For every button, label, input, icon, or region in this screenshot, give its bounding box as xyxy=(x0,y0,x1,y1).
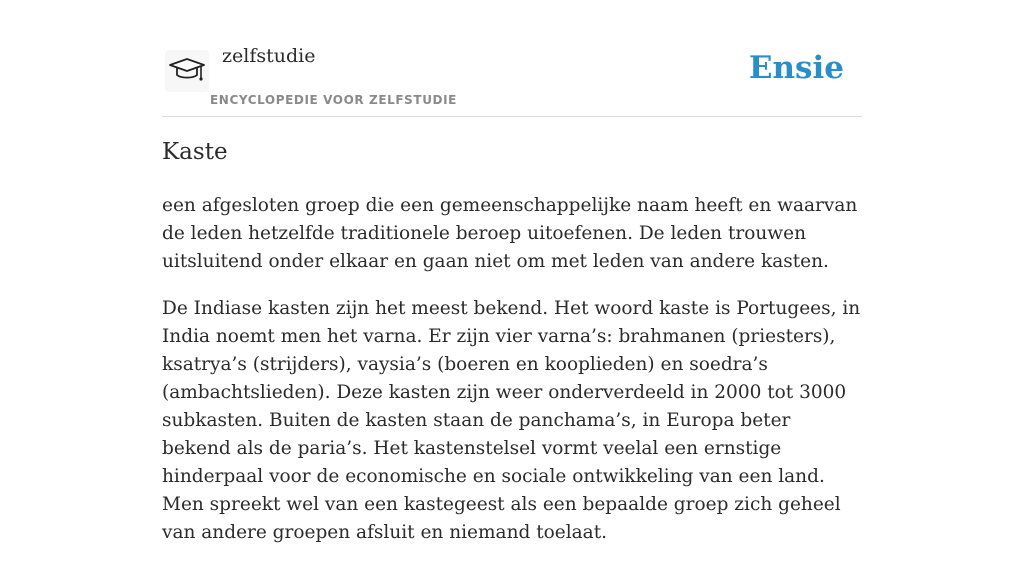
page-title: Kaste xyxy=(162,139,228,165)
article-paragraph: een afgesloten groep die een gemeenschappelijke naam heeft en waarvan de leden hetzelfde traditionele beroep uitoefenen. De leden trouwen uitsluitend onder elkaar en gaan niet om met leden van andere kasten. xyxy=(162,195,858,272)
article-body xyxy=(162,192,862,566)
site-logo[interactable] xyxy=(165,50,209,92)
site-tagline: ENCYCLOPEDIE VOOR ZELFSTUDIE xyxy=(210,93,457,107)
site-header xyxy=(162,0,862,117)
brand-logo[interactable]: Ensie xyxy=(748,50,844,86)
article-paragraph: De Indiase kasten zijn het meest bekend. Het woord kaste is Portugees, in India noemt men het varna. Er zijn vier varna’s: brahmanen (priesters), ksatrya’s (strijders), vaysia’s (boeren en kooplieden) en soedra’s (ambachtslieden). Deze kasten zijn weer onderverdeeld in 2000 tot 3000 subkasten. Buiten de kasten staan de panchama’s, in Europa beter bekend als de paria’s. Het kastenstelsel vormt veelal een ernstige hinderpaal voor de economische en sociale ontwikkeling van een land. Men spreekt wel van een kastegeest als een bepaalde groep zich geheel van andere groepen afsluit en niemand toelaat. xyxy=(162,298,861,543)
site-name[interactable]: zelfstudie xyxy=(222,45,316,67)
graduation-cap-icon xyxy=(168,56,206,86)
